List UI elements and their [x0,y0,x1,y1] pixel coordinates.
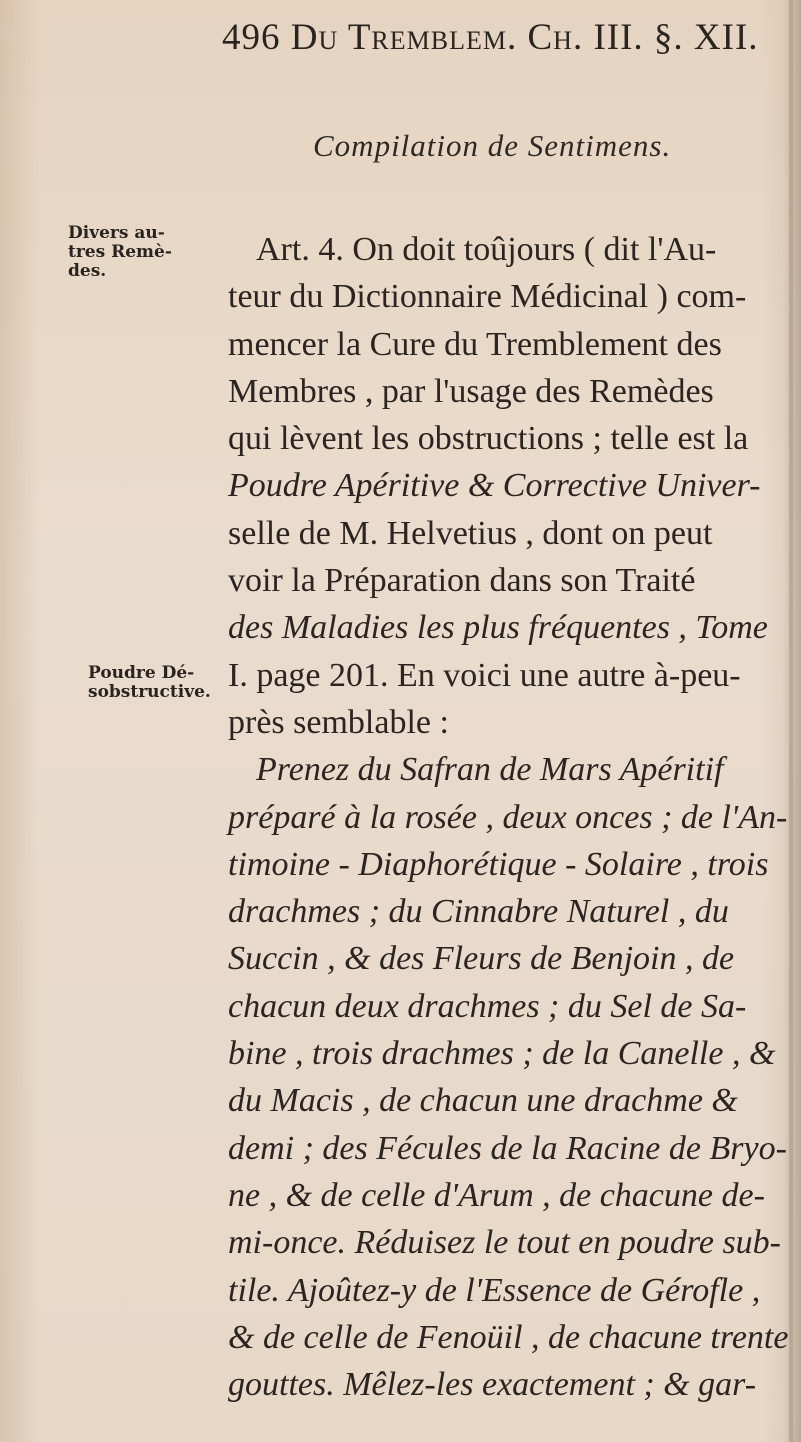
text-line: près semblable : [228,703,449,741]
margin-note-line: tres Remè- [68,242,172,262]
text-line: chacun deux drachmes ; du Sel de Sa- [228,987,747,1025]
paragraph-article-4 [228,226,788,746]
paragraph-recipe [228,746,788,1408]
text-line: mencer la Cure du Tremblement des [228,325,722,363]
text-line: voir la Préparation dans son Traité [228,562,696,600]
text-line: selle de M. Helvetius , dont on peut [228,514,713,552]
margin-note-line: des. [68,261,107,281]
margin-note-poudre-desobstructive [88,664,211,702]
body-text [228,226,788,1408]
page-gutter-edge [789,0,793,1442]
text-line: bine , trois drachmes ; de la Canelle , & [228,1035,776,1073]
text-line: Prenez du Safran de Mars Apéritif [256,751,724,789]
text-line: Art. 4. On doit toûjours ( dit l'Au- [256,231,717,268]
text-line: ne , & de celle d'Arum , de chacune de- [228,1176,765,1214]
margin-note-line: Divers au- [68,223,165,243]
text-line: préparé à la rosée , deux onces ; de l'An- [228,798,788,836]
section-subtitle: Compilation de Sentimens. [313,128,672,163]
text-line: gouttes. Mêlez-les exactement ; & gar- [228,1366,757,1404]
text-line: & de celle de Fenoüil , de chacune trente [228,1318,789,1356]
margin-note-divers-remedes [68,224,172,281]
text-line: qui lèvent les obstructions ; telle est la [228,420,749,458]
text-line: teur du Dictionnaire Médicinal ) com- [228,278,747,316]
text-line: timoine - Diaphorétique - Solaire , trois [228,845,769,883]
text-line: demi ; des Fécules de la Racine de Bryo- [228,1129,787,1167]
text-line: du Macis , de chacun une drachme & [228,1082,738,1120]
text-line: Membres , par l'usage des Remèdes [228,372,714,410]
text-line: tile. Ajoûtez-y de l'Essence de Gérofle , [228,1271,761,1309]
margin-note-line: Poudre Dé- [88,663,195,683]
text-line: des Maladies les plus fréquentes , Tome [228,609,768,647]
text-line: mi-once. Réduisez le tout en poudre sub- [228,1224,781,1262]
text-line: drachmes ; du Cinnabre Naturel , du [228,893,729,931]
running-header: 496 Du Tremblem. Ch. III. §. XII. [222,17,759,58]
text-line: Succin , & des Fleurs de Benjoin , de [228,940,735,978]
margin-note-line: sobstructive. [88,682,211,702]
text-line: I. page 201. En voici une autre à-peu- [228,656,741,694]
text-line: Poudre Apéritive & Corrective Univer- [228,467,761,505]
